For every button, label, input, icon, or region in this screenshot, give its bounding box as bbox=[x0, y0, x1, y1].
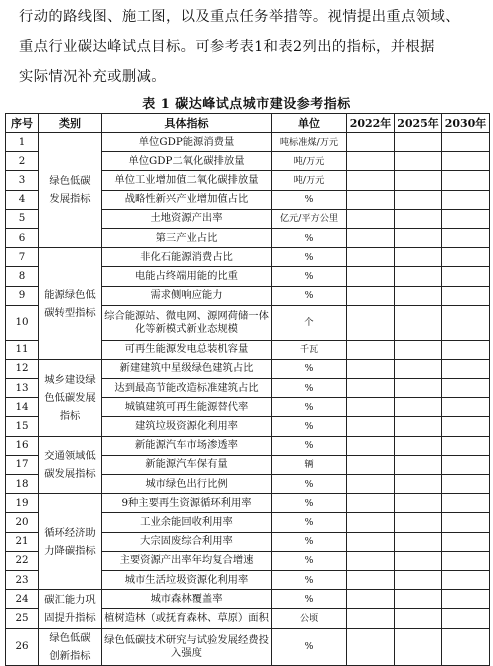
value-2025-cell bbox=[395, 551, 442, 570]
header-category: 类别 bbox=[39, 114, 102, 133]
value-2025-cell bbox=[395, 267, 442, 286]
unit-cell: 辆 bbox=[272, 455, 347, 474]
value-2025-cell bbox=[395, 133, 442, 152]
value-2022-cell bbox=[347, 551, 395, 570]
indicator-cell: 单位GDP能源消费量 bbox=[102, 133, 272, 152]
value-2030-cell bbox=[442, 340, 490, 359]
value-2022-cell bbox=[347, 609, 395, 628]
unit-cell: 千瓦 bbox=[272, 340, 347, 359]
value-2022-cell bbox=[347, 570, 395, 589]
value-2022-cell bbox=[347, 513, 395, 532]
value-2022-cell bbox=[347, 398, 395, 417]
unit-cell: % bbox=[272, 551, 347, 570]
unit-cell: % bbox=[272, 532, 347, 551]
value-2025-cell bbox=[395, 455, 442, 474]
value-2030-cell bbox=[442, 398, 490, 417]
row-number: 5 bbox=[6, 209, 39, 228]
intro-paragraph bbox=[19, 2, 489, 92]
value-2030-cell bbox=[442, 286, 490, 305]
row-number: 7 bbox=[6, 248, 39, 267]
value-2025-cell bbox=[395, 398, 442, 417]
value-2030-cell bbox=[442, 359, 490, 378]
value-2025-cell bbox=[395, 152, 442, 171]
value-2030-cell bbox=[442, 532, 490, 551]
value-2022-cell bbox=[347, 455, 395, 474]
table-body bbox=[6, 133, 490, 666]
value-2025-cell bbox=[395, 494, 442, 513]
unit-cell: % bbox=[272, 267, 347, 286]
table-row bbox=[6, 359, 490, 378]
value-2022-cell bbox=[347, 475, 395, 494]
unit-cell: 亿元/平方公里 bbox=[272, 209, 347, 228]
indicator-cell: 电能占终端用能的比重 bbox=[102, 267, 272, 286]
value-2030-cell bbox=[442, 628, 490, 665]
row-number: 20 bbox=[6, 513, 39, 532]
indicator-cell: 单位GDP二氧化碳排放量 bbox=[102, 152, 272, 171]
value-2025-cell bbox=[395, 570, 442, 589]
value-2030-cell bbox=[442, 228, 490, 247]
row-number: 2 bbox=[6, 152, 39, 171]
indicator-cell: 大宗固废综合利用率 bbox=[102, 532, 272, 551]
value-2030-cell bbox=[442, 513, 490, 532]
indicator-cell: 战略性新兴产业增加值占比 bbox=[102, 190, 272, 209]
indicator-cell: 需求侧响应能力 bbox=[102, 286, 272, 305]
unit-cell: % bbox=[272, 475, 347, 494]
value-2025-cell bbox=[395, 590, 442, 609]
indicator-cell: 工业余能回收利用率 bbox=[102, 513, 272, 532]
indicator-cell: 主要资源产出率年均复合增速 bbox=[102, 551, 272, 570]
value-2022-cell bbox=[347, 248, 395, 267]
row-number: 26 bbox=[6, 628, 39, 665]
value-2025-cell bbox=[395, 305, 442, 340]
unit-cell: % bbox=[272, 286, 347, 305]
value-2022-cell bbox=[347, 359, 395, 378]
indicator-cell: 单位工业增加值二氧化碳排放量 bbox=[102, 171, 272, 190]
header-unit: 单位 bbox=[272, 114, 347, 133]
unit-cell: 吨/万元 bbox=[272, 171, 347, 190]
value-2022-cell bbox=[347, 190, 395, 209]
unit-cell: % bbox=[272, 494, 347, 513]
table-row bbox=[6, 590, 490, 609]
value-2025-cell bbox=[395, 513, 442, 532]
row-number: 15 bbox=[6, 417, 39, 436]
value-2030-cell bbox=[442, 133, 490, 152]
row-number: 17 bbox=[6, 455, 39, 474]
indicator-cell: 建筑垃圾资源化利用率 bbox=[102, 417, 272, 436]
table-row bbox=[6, 628, 490, 665]
indicator-cell: 城市绿色出行比例 bbox=[102, 475, 272, 494]
table-header-row bbox=[6, 114, 490, 133]
row-number: 23 bbox=[6, 570, 39, 589]
indicator-cell: 绿色低碳技术研究与试验发展经费投入强度 bbox=[102, 628, 272, 665]
value-2022-cell bbox=[347, 417, 395, 436]
table-title: 表 1 碳达峰试点城市建设参考指标 bbox=[142, 97, 351, 112]
unit-cell: % bbox=[272, 436, 347, 455]
value-2022-cell bbox=[347, 532, 395, 551]
value-2030-cell bbox=[442, 494, 490, 513]
row-number: 12 bbox=[6, 359, 39, 378]
row-number: 16 bbox=[6, 436, 39, 455]
table-row bbox=[6, 436, 490, 455]
category-cell: 绿色低碳 创新指标 bbox=[39, 628, 102, 665]
value-2025-cell bbox=[395, 190, 442, 209]
value-2030-cell bbox=[442, 379, 490, 398]
value-2022-cell bbox=[347, 171, 395, 190]
indicator-cell: 城镇建筑可再生能源替代率 bbox=[102, 398, 272, 417]
indicator-cell: 新建建筑中星级绿色建筑占比 bbox=[102, 359, 272, 378]
unit-cell: % bbox=[272, 590, 347, 609]
indicator-cell: 新能源汽车市场渗透率 bbox=[102, 436, 272, 455]
value-2025-cell bbox=[395, 209, 442, 228]
row-number: 24 bbox=[6, 590, 39, 609]
value-2022-cell bbox=[347, 305, 395, 340]
intro-line: 重点行业碳达峰试点目标。可参考表1和表2列出的指标，并根据 bbox=[19, 39, 435, 55]
unit-cell: % bbox=[272, 190, 347, 209]
value-2022-cell bbox=[347, 228, 395, 247]
row-number: 6 bbox=[6, 228, 39, 247]
unit-cell: % bbox=[272, 228, 347, 247]
unit-cell: % bbox=[272, 628, 347, 665]
value-2030-cell bbox=[442, 590, 490, 609]
value-2025-cell bbox=[395, 417, 442, 436]
value-2025-cell bbox=[395, 475, 442, 494]
unit-cell: % bbox=[272, 359, 347, 378]
category-cell: 碳汇能力巩 固提升指标 bbox=[39, 590, 102, 628]
indicator-cell: 可再生能源发电总装机容量 bbox=[102, 340, 272, 359]
indicator-cell: 土地资源产出率 bbox=[102, 209, 272, 228]
unit-cell: 吨标准煤/万元 bbox=[272, 133, 347, 152]
indicator-table bbox=[5, 113, 490, 666]
value-2030-cell bbox=[442, 190, 490, 209]
unit-cell: % bbox=[272, 570, 347, 589]
indicator-cell: 达到最高节能改造标准建筑占比 bbox=[102, 379, 272, 398]
value-2030-cell bbox=[442, 455, 490, 474]
value-2030-cell bbox=[442, 609, 490, 628]
category-cell: 交通领域低 碳发展指标 bbox=[39, 436, 102, 494]
category-cell: 能源绿色低 碳转型指标 bbox=[39, 248, 102, 360]
row-number: 22 bbox=[6, 551, 39, 570]
value-2030-cell bbox=[442, 436, 490, 455]
value-2030-cell bbox=[442, 171, 490, 190]
value-2030-cell bbox=[442, 570, 490, 589]
row-number: 21 bbox=[6, 532, 39, 551]
indicator-cell: 新能源汽车保有量 bbox=[102, 455, 272, 474]
value-2022-cell bbox=[347, 209, 395, 228]
value-2022-cell bbox=[347, 152, 395, 171]
row-number: 13 bbox=[6, 379, 39, 398]
value-2022-cell bbox=[347, 133, 395, 152]
value-2025-cell bbox=[395, 228, 442, 247]
row-number: 1 bbox=[6, 133, 39, 152]
intro-line: 实际情况补充或删减。 bbox=[19, 69, 166, 85]
row-number: 8 bbox=[6, 267, 39, 286]
value-2022-cell bbox=[347, 628, 395, 665]
value-2025-cell bbox=[395, 248, 442, 267]
value-2025-cell bbox=[395, 532, 442, 551]
value-2030-cell bbox=[442, 551, 490, 570]
category-cell: 城乡建设绿 色低碳发展 指标 bbox=[39, 359, 102, 436]
value-2022-cell bbox=[347, 340, 395, 359]
row-number: 11 bbox=[6, 340, 39, 359]
intro-line: 行动的路线图、施工图，以及重点任务举措等。视情提出重点领域、 bbox=[19, 9, 460, 25]
value-2025-cell bbox=[395, 379, 442, 398]
header-2025: 2025年 bbox=[395, 114, 442, 133]
unit-cell: % bbox=[272, 398, 347, 417]
value-2022-cell bbox=[347, 286, 395, 305]
row-number: 14 bbox=[6, 398, 39, 417]
table-row bbox=[6, 248, 490, 267]
table-row bbox=[6, 133, 490, 152]
indicator-cell: 城市生活垃圾资源化利用率 bbox=[102, 570, 272, 589]
header-2022: 2022年 bbox=[347, 114, 395, 133]
indicator-cell: 城市森林覆盖率 bbox=[102, 590, 272, 609]
unit-cell: % bbox=[272, 248, 347, 267]
value-2022-cell bbox=[347, 379, 395, 398]
value-2022-cell bbox=[347, 590, 395, 609]
unit-cell: 个 bbox=[272, 305, 347, 340]
row-number: 3 bbox=[6, 171, 39, 190]
row-number: 25 bbox=[6, 609, 39, 628]
unit-cell: % bbox=[272, 379, 347, 398]
value-2022-cell bbox=[347, 436, 395, 455]
value-2025-cell bbox=[395, 609, 442, 628]
row-number: 10 bbox=[6, 305, 39, 340]
value-2030-cell bbox=[442, 209, 490, 228]
unit-cell: % bbox=[272, 513, 347, 532]
value-2022-cell bbox=[347, 494, 395, 513]
value-2025-cell bbox=[395, 359, 442, 378]
header-2030: 2030年 bbox=[442, 114, 490, 133]
value-2025-cell bbox=[395, 171, 442, 190]
value-2030-cell bbox=[442, 417, 490, 436]
category-cell: 循环经济助 力降碳指标 bbox=[39, 494, 102, 590]
row-number: 9 bbox=[6, 286, 39, 305]
row-number: 19 bbox=[6, 494, 39, 513]
value-2025-cell bbox=[395, 340, 442, 359]
value-2030-cell bbox=[442, 248, 490, 267]
category-cell: 绿色低碳 发展指标 bbox=[39, 133, 102, 248]
row-number: 4 bbox=[6, 190, 39, 209]
unit-cell: 吨/万元 bbox=[272, 152, 347, 171]
unit-cell: % bbox=[272, 417, 347, 436]
indicator-cell: 植树造林（或抚育森林、草原）面积 bbox=[102, 609, 272, 628]
value-2025-cell bbox=[395, 436, 442, 455]
value-2030-cell bbox=[442, 267, 490, 286]
table-row bbox=[6, 494, 490, 513]
header-indicator: 具体指标 bbox=[102, 114, 272, 133]
indicator-cell: 第三产业占比 bbox=[102, 228, 272, 247]
row-number: 18 bbox=[6, 475, 39, 494]
header-no: 序号 bbox=[6, 114, 39, 133]
value-2025-cell bbox=[395, 286, 442, 305]
unit-cell: 公顷 bbox=[272, 609, 347, 628]
value-2030-cell bbox=[442, 305, 490, 340]
value-2030-cell bbox=[442, 475, 490, 494]
value-2025-cell bbox=[395, 628, 442, 665]
indicator-cell: 9种主要再生资源循环利用率 bbox=[102, 494, 272, 513]
value-2022-cell bbox=[347, 267, 395, 286]
value-2030-cell bbox=[442, 152, 490, 171]
indicator-cell: 非化石能源消费占比 bbox=[102, 248, 272, 267]
indicator-cell: 综合能源站、微电网、源网荷储一体化等新模式新业态规模 bbox=[102, 305, 272, 340]
